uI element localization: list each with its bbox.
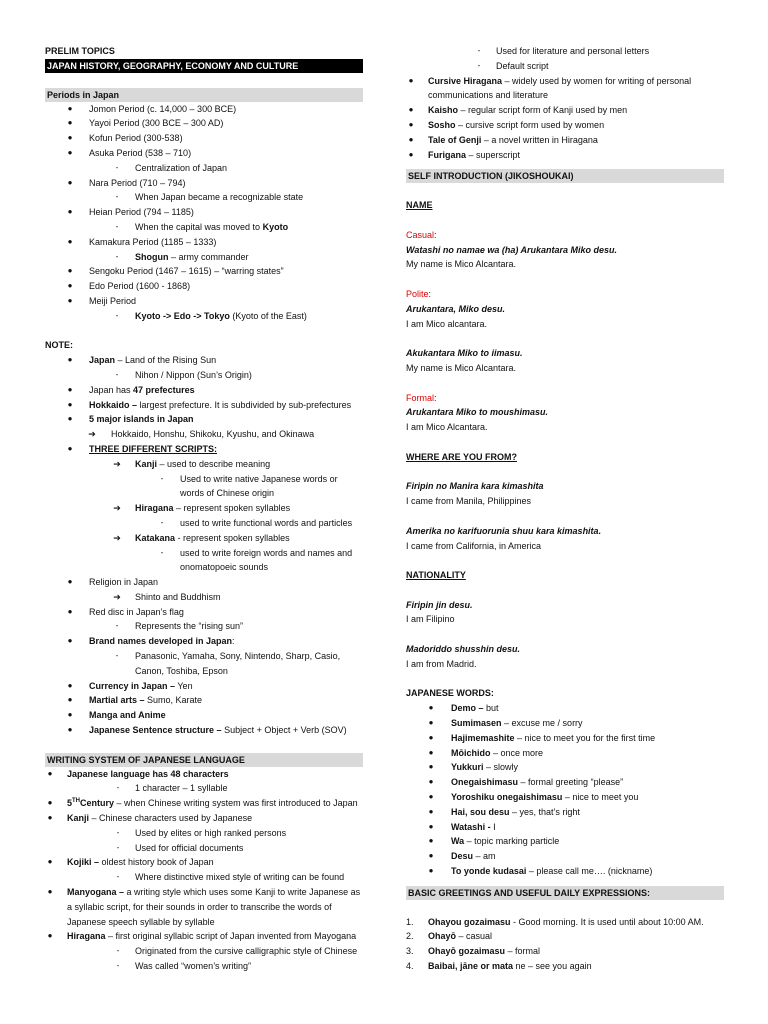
bullet-icon: ●: [67, 636, 73, 646]
list-item: ● Desu – am: [406, 849, 724, 864]
list-subitem: - Was called “women’s writing”: [45, 959, 363, 974]
list-item: ● Cursive Hiragana – widely used by women for writing of personal communications and literature: [406, 74, 724, 104]
list-item: ● Religion in Japan: [45, 575, 363, 590]
list-subitem: - When the capital was moved to Kyoto: [45, 220, 363, 235]
prelim-title: PRELIM TOPICS: [45, 46, 115, 56]
list-item: ● Nara Period (710 – 794): [45, 176, 363, 191]
phrase-jp: Amerika no karifuorunia shuu kara kimashita.: [406, 525, 602, 536]
list-item: ● Kofun Period (300-538): [45, 131, 363, 146]
left-column: [45, 44, 363, 974]
arrow-icon: ➔: [113, 458, 121, 469]
label-formal: Formal:: [406, 392, 437, 403]
bullet-icon: ●: [67, 399, 73, 409]
list-item: ● Hai, sou desu – yes, that’s right: [406, 805, 724, 820]
list-subitem: - Used for literature and personal letters: [406, 44, 724, 59]
bullet-icon: ●: [408, 75, 414, 85]
list-subitem: ➔ Katakana - represent spoken syllables: [45, 531, 363, 546]
list-item: ● Heian Period (794 – 1185): [45, 205, 363, 220]
list-subitem: ➔ Kanji – used to describe meaning: [45, 457, 363, 472]
list-item-cont: a syllabic script, for their sounds in order to transcribe the words of: [67, 901, 332, 912]
bullet-icon: ●: [67, 295, 73, 305]
bullet-icon: ●: [67, 177, 73, 187]
heading-where-from: WHERE ARE YOU FROM?: [406, 451, 518, 462]
dash-icon: -: [116, 872, 120, 882]
list-item: ● Manyogana – a writing style which uses some Kanji to write Japanese as: [45, 885, 363, 900]
phrase-en: I came from Manila, Philippines: [406, 496, 532, 507]
phrase-jp: Firipin jin desu.: [406, 599, 473, 610]
bullet-icon: ●: [47, 857, 53, 867]
dash-icon: -: [115, 192, 119, 202]
label-casual: Casual:: [406, 229, 437, 240]
bullet-icon: ●: [67, 414, 73, 424]
bullet-icon: ●: [408, 149, 414, 159]
list-item: ● Wa – topic marking particle: [406, 834, 724, 849]
list-subitem: - Used to write native Japanese words or: [45, 472, 363, 487]
bullet-icon: ●: [67, 680, 73, 690]
note-label: NOTE:: [45, 340, 73, 351]
bullet-icon: ●: [67, 725, 73, 735]
bullet-icon: ●: [67, 236, 73, 246]
phrase-jp: Madoriddo shusshin desu.: [406, 644, 521, 655]
bullet-icon: ●: [67, 710, 73, 720]
list-item: ● Yoroshiku onegaishimasu – nice to meet you: [406, 790, 724, 805]
list-item: ● Jomon Period (c. 14,000 – 300 BCE): [45, 102, 363, 117]
list-subitem: - Shogun – army commander: [45, 250, 363, 265]
list-item: ● Mōichido – once more: [406, 746, 724, 761]
numbered-item: 1. Ohayou gozaimasu - Good morning. It is used until about 10:00 AM.: [406, 916, 704, 927]
list-item: ● Red disc in Japan’s flag: [45, 605, 363, 620]
dash-icon: -: [116, 961, 120, 971]
dash-icon: -: [115, 310, 119, 320]
list-subitem: - Where distinctive mixed style of writing can be found: [45, 870, 363, 885]
list-subitem: - Used by elites or high ranked persons: [45, 826, 363, 841]
bullet-icon: ●: [428, 762, 434, 772]
bullet-icon: ●: [67, 695, 73, 705]
list-subitem: - Originated from the cursive calligraphic style of Chinese: [45, 944, 363, 959]
list-item: ● Kojiki – oldest history book of Japan: [45, 855, 363, 870]
arrow-icon: ➔: [113, 503, 121, 514]
list-item: ● Brand names developed in Japan:: [45, 634, 363, 649]
bullet-icon: ●: [428, 777, 434, 787]
list-item: ● Hajimemashite – nice to meet you for the first time: [406, 731, 724, 746]
dash-icon: -: [116, 946, 120, 956]
bullet-icon: ●: [67, 606, 73, 616]
list-item: ● 5THCentury – when Chinese writing system was first introduced to Japan: [45, 796, 363, 811]
bullet-icon: ●: [408, 134, 414, 144]
bullet-icon: ●: [408, 105, 414, 115]
list-item: ● Meiji Period: [45, 294, 363, 309]
list-item: ● Watashi - I: [406, 820, 724, 835]
list-item: ● Edo Period (1600 - 1868): [45, 279, 363, 294]
list-subitem: ➔ Hiragana – represent spoken syllables: [45, 501, 363, 516]
heading-name: NAME: [406, 200, 433, 211]
bullet-icon: ●: [428, 836, 434, 846]
dash-icon: -: [477, 60, 481, 70]
list-item: ● Sengoku Period (1467 – 1615) – “warring states”: [45, 264, 363, 279]
bullet-icon: ●: [67, 118, 73, 128]
dash-icon: -: [116, 842, 120, 852]
bullet-icon: ●: [428, 851, 434, 861]
heading-japanese-words: JAPANESE WORDS:: [406, 688, 494, 699]
list-subitem: onomatopoeic sounds: [180, 562, 269, 573]
dash-icon: -: [160, 473, 164, 483]
list-item: ● Japan has 47 prefectures: [45, 383, 363, 398]
bullet-icon: ●: [67, 133, 73, 143]
bullet-icon: ●: [67, 103, 73, 113]
list-subitem: - 1 character – 1 syllable: [45, 781, 363, 796]
dash-icon: -: [160, 547, 164, 557]
list-subitem: - used to write functional words and particles: [45, 516, 363, 531]
list-item: ● 5 major islands in Japan: [45, 412, 363, 427]
list-item: ● THREE DIFFERENT SCRIPTS:: [45, 442, 363, 457]
numbered-item: 4. Baibai, jāne or mata ne – see you again: [406, 961, 592, 972]
phrase-jp: Arukantara, Miko desu.: [406, 303, 506, 314]
arrow-icon: ➔: [88, 429, 96, 440]
bullet-icon: ●: [428, 821, 434, 831]
list-item: ● Furigana – superscript: [406, 148, 724, 163]
bullet-icon: ●: [67, 281, 73, 291]
list-item: ● Japan – Land of the Rising Sun: [45, 353, 363, 368]
list-item: ● Currency in Japan – Yen: [45, 679, 363, 694]
dash-icon: -: [115, 162, 119, 172]
list-item: ● Yukkuri – slowly: [406, 760, 724, 775]
list-subitem: - Kyoto -> Edo -> Tokyo (Kyoto of the East): [45, 309, 363, 324]
list-subitem: - Panasonic, Yamaha, Sony, Nintendo, Sharp, Casio,: [45, 649, 363, 664]
list-item: ● Sumimasen – excuse me / sorry: [406, 716, 724, 731]
list-item: ● To yonde kudasai – please call me…. (nickname): [406, 864, 724, 879]
list-subitem: ➔ Hokkaido, Honshu, Shikoku, Kyushu, and Okinawa: [45, 427, 363, 442]
dash-icon: -: [115, 621, 119, 631]
dash-icon: -: [477, 46, 481, 55]
section-bar-writing: WRITING SYSTEM OF JAPANESE LANGUAGE: [45, 753, 363, 767]
section-bar-self-intro: SELF INTRODUCTION (JIKOSHOUKAI): [406, 169, 724, 183]
list-item: ● Hiragana – first original syllabic script of Japan invented from Mayogana: [45, 929, 363, 944]
bullet-icon: ●: [47, 768, 53, 778]
list-subitem: - Default script: [406, 59, 724, 74]
phrase-en: I am Filipino: [406, 614, 455, 625]
dash-icon: -: [116, 783, 120, 793]
bullet-icon: ●: [67, 147, 73, 157]
bullet-icon: ●: [67, 266, 73, 276]
bullet-icon: ●: [428, 703, 434, 713]
bullet-icon: ●: [428, 792, 434, 802]
list-subitem: words of Chinese origin: [180, 488, 275, 499]
dash-icon: -: [115, 369, 119, 379]
section-bar-periods: Periods in Japan: [45, 88, 363, 102]
bullet-icon: ●: [67, 207, 73, 217]
phrase-jp: Arukantara Miko to moushimasu.: [406, 407, 549, 418]
dash-icon: -: [115, 221, 119, 231]
bullet-icon: ●: [67, 577, 73, 587]
list-subitem: ➔ Shinto and Buddhism: [45, 590, 363, 605]
bullet-icon: ●: [428, 747, 434, 757]
phrase-jp: Firipin no Manira kara kimashita: [406, 481, 544, 492]
numbered-item: 3. Ohayō gozaimasu – formal: [406, 946, 541, 957]
dash-icon: -: [116, 827, 120, 837]
phrase-en: I am from Madrid.: [406, 658, 477, 669]
dash-icon: -: [115, 651, 119, 661]
bullet-icon: ●: [67, 443, 73, 453]
phrase-en: My name is Mico Alcantara.: [406, 362, 517, 373]
list-item: ● Hokkaido – largest prefecture. It is subdivided by sub-prefectures: [45, 398, 363, 413]
bullet-icon: ●: [67, 355, 73, 365]
bullet-icon: ●: [47, 931, 53, 941]
bullet-icon: ●: [428, 732, 434, 742]
list-item: ● Martial arts – Sumo, Karate: [45, 693, 363, 708]
bullet-icon: ●: [67, 384, 73, 394]
section-bar-greetings: BASIC GREETINGS AND USEFUL DAILY EXPRESSIONS:: [406, 886, 724, 900]
list-subitem: - Represents the “rising sun”: [45, 619, 363, 634]
list-item: ● Kamakura Period (1185 – 1333): [45, 235, 363, 250]
phrase-en: I came from California, in America: [406, 540, 542, 551]
list-subitem: - Used for official documents: [45, 841, 363, 856]
dash-icon: -: [160, 517, 164, 527]
list-item: ● Yayoi Period (300 BCE – 300 AD): [45, 116, 363, 131]
bullet-icon: ●: [47, 887, 53, 897]
phrase-en: I am Mico Alcantara.: [406, 422, 488, 433]
bullet-icon: ●: [408, 119, 414, 129]
bullet-icon: ●: [428, 718, 434, 728]
list-item: ● Sosho – cursive script form used by women: [406, 118, 724, 133]
list-subitem: - When Japan became a recognizable state: [45, 190, 363, 205]
list-subitem: - used to write foreign words and names and: [45, 546, 363, 561]
numbered-item: 2. Ohayō – casual: [406, 931, 493, 942]
section-bar-japan: JAPAN HISTORY, GEOGRAPHY, ECONOMY AND CULTURE: [45, 59, 363, 73]
right-column: [406, 44, 724, 974]
list-item: ● Kanji – Chinese characters used by Japanese: [45, 811, 363, 826]
list-item: ● Japanese Sentence structure – Subject + Object + Verb (SOV): [45, 723, 363, 738]
list-item-cont: Japanese speech syllable by syllable: [67, 916, 215, 927]
phrase-jp: Watashi no namae wa (ha) Arukantara Miko desu.: [406, 244, 618, 255]
list-subitem: - Nihon / Nippon (Sun’s Origin): [45, 368, 363, 383]
arrow-icon: ➔: [113, 591, 121, 602]
list-item: ● Tale of Genji – a novel written in Hiragana: [406, 133, 724, 148]
bullet-icon: ●: [428, 806, 434, 816]
label-polite: Polite:: [406, 288, 432, 299]
list-item: ● Manga and Anime: [45, 708, 363, 723]
bullet-icon: ●: [47, 813, 53, 823]
bullet-icon: ●: [47, 798, 53, 808]
dash-icon: -: [115, 251, 119, 261]
list-subitem: Canon, Toshiba, Epson: [135, 665, 228, 676]
list-item: ● Japanese language has 48 characters: [45, 767, 363, 782]
phrase-jp: Akukantara Miko to iimasu.: [406, 348, 523, 359]
list-item: ● Onegaishimasu – formal greeting “please”: [406, 775, 724, 790]
list-item: ● Asuka Period (538 – 710): [45, 146, 363, 161]
phrase-en: My name is Mico Alcantara.: [406, 259, 517, 270]
list-item: ● Demo – but: [406, 701, 724, 716]
list-subitem: - Centralization of Japan: [45, 161, 363, 176]
phrase-en: I am Mico alcantara.: [406, 318, 488, 329]
bullet-icon: ●: [428, 866, 434, 876]
list-item: ● Kaisho – regular script form of Kanji used by men: [406, 103, 724, 118]
arrow-icon: ➔: [113, 532, 121, 543]
heading-nationality: NATIONALITY: [406, 570, 466, 581]
